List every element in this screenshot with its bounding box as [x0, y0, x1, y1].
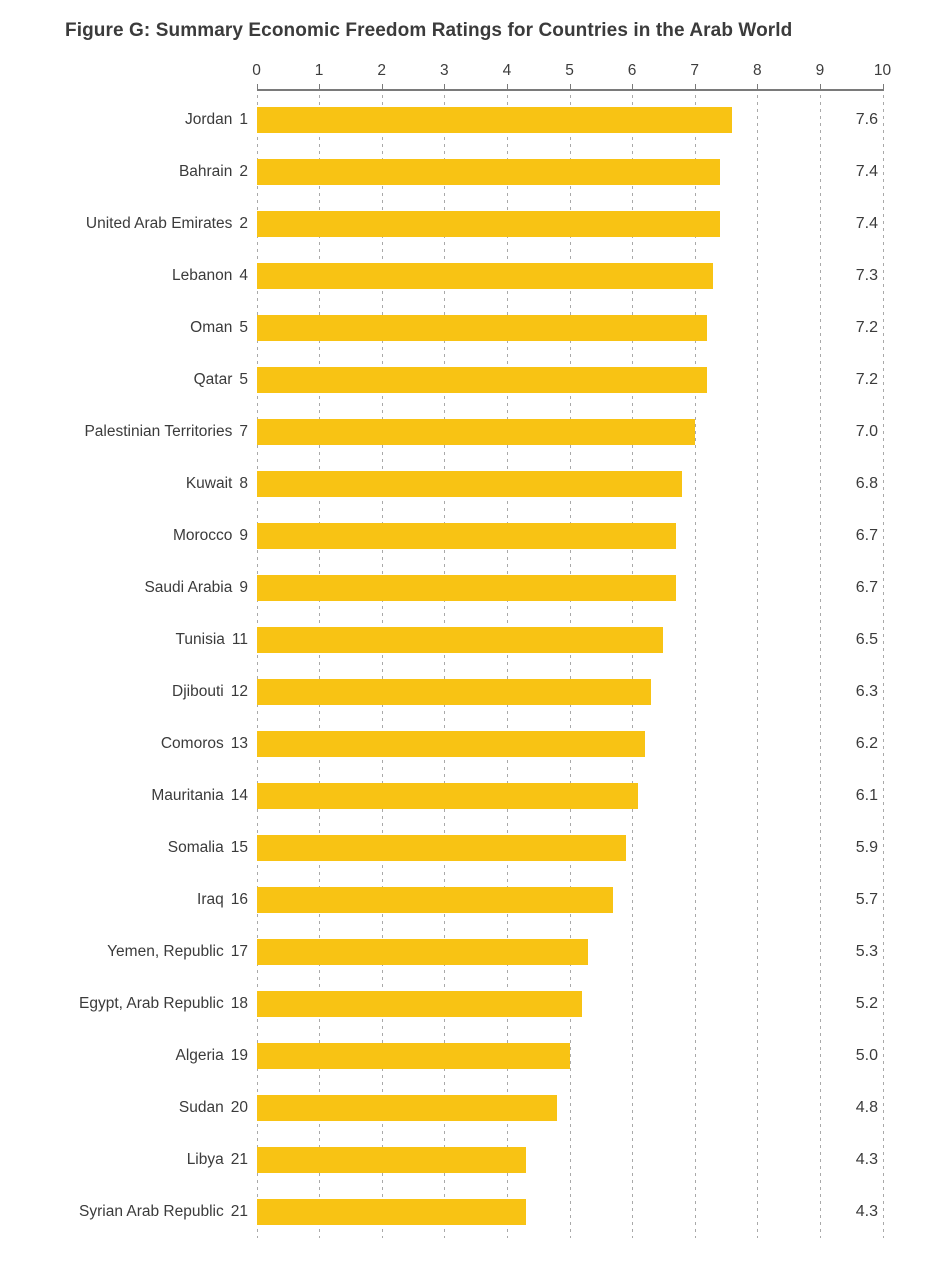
x-axis-tick-label: 3: [439, 62, 449, 79]
country-rank: 11: [231, 631, 248, 648]
country-label: [0, 1147, 248, 1173]
country-label: [0, 1095, 248, 1121]
value-label: 5.9: [855, 839, 878, 856]
country-label: [0, 107, 248, 133]
country-rank: 2: [239, 163, 248, 180]
country-label: [0, 419, 248, 445]
country-name: Egypt, Arab Republic: [78, 995, 224, 1012]
country-label: [0, 835, 248, 861]
country-rank: 20: [230, 1099, 248, 1116]
country-rank: 12: [230, 683, 248, 700]
country-rank: 8: [239, 475, 248, 492]
rating-bar: [257, 783, 639, 809]
country-name: Kuwait: [185, 475, 233, 492]
value-label: 5.0: [855, 1047, 878, 1064]
country-label: [0, 627, 248, 653]
country-name: Iraq: [197, 891, 224, 908]
country-rank: 14: [230, 787, 248, 804]
country-name: Yemen, Republic: [107, 943, 224, 960]
value-label: 5.2: [855, 995, 878, 1012]
country-rank: 15: [230, 839, 248, 856]
country-rank: 4: [239, 267, 248, 284]
rating-bar: [257, 575, 676, 601]
rating-bar: [257, 159, 720, 185]
value-label: 4.8: [855, 1099, 878, 1116]
country-label: [0, 211, 248, 237]
value-label: 7.2: [855, 319, 878, 336]
country-label: [0, 471, 248, 497]
country-name: Comoros: [160, 735, 224, 752]
country-label: [0, 159, 248, 185]
country-name: Tunisia: [175, 631, 225, 648]
x-axis-tick-label: 7: [690, 62, 699, 79]
country-label: [0, 887, 248, 913]
country-rank: 9: [239, 579, 248, 596]
value-label: 7.4: [855, 163, 878, 180]
country-rank: 21: [230, 1203, 248, 1220]
value-label: 6.3: [855, 683, 878, 700]
value-label: 7.4: [855, 215, 878, 232]
country-name: Morocco: [172, 527, 233, 544]
country-name: Oman: [190, 319, 233, 336]
rating-bar: [257, 991, 583, 1017]
rating-bar: [257, 419, 695, 445]
value-label: 5.7: [855, 891, 878, 908]
country-rank: 18: [230, 995, 248, 1012]
country-rank: 17: [230, 943, 248, 960]
country-label: [0, 575, 248, 601]
country-rank: 1: [239, 111, 248, 128]
country-label: [0, 1199, 248, 1225]
rating-bar: [257, 315, 708, 341]
country-rank: 7: [239, 423, 248, 440]
country-label: [0, 263, 248, 289]
country-name: Algeria: [175, 1047, 224, 1064]
rating-bar: [257, 471, 683, 497]
rating-bar: [257, 939, 589, 965]
value-label: 6.2: [855, 735, 878, 752]
rating-bar: [257, 263, 714, 289]
rating-bar: [257, 1147, 526, 1173]
country-name: Sudan: [178, 1099, 224, 1116]
value-label: 7.0: [855, 423, 878, 440]
gridline: [883, 95, 884, 1238]
country-rank: 21: [230, 1151, 248, 1168]
value-label: 6.1: [855, 787, 878, 804]
country-name: Jordan: [184, 111, 233, 128]
rating-bar: [257, 211, 720, 237]
country-label: [0, 1043, 248, 1069]
rating-bar: [257, 679, 651, 705]
x-axis-tick-label: 8: [752, 62, 762, 79]
value-label: 5.3: [855, 943, 878, 960]
country-rank: 9: [239, 527, 248, 544]
country-label: [0, 939, 248, 965]
rating-bar: [257, 1095, 557, 1121]
country-name: Palestinian Territories: [84, 423, 233, 440]
rating-bar: [257, 523, 676, 549]
value-label: 7.2: [855, 371, 878, 388]
figure-title: Figure G: Summary Economic Freedom Ratings for Countries in the Arab World: [65, 20, 793, 41]
x-axis-line: [257, 89, 884, 91]
value-label: 4.3: [855, 1151, 878, 1168]
x-axis-tick-label: 1: [314, 62, 324, 79]
rating-bar: [257, 1043, 570, 1069]
x-axis-tick-label: 6: [627, 62, 637, 79]
country-name: Djibouti: [172, 683, 224, 700]
value-label: 6.8: [855, 475, 878, 492]
rating-bar: [257, 1199, 526, 1225]
x-axis-tick-label: 5: [565, 62, 574, 79]
value-label: 7.3: [855, 267, 878, 284]
rating-bar: [257, 367, 708, 393]
rating-bar: [257, 887, 614, 913]
country-name: Lebanon: [172, 267, 233, 284]
country-label: [0, 523, 248, 549]
country-label: [0, 731, 248, 757]
value-label: 6.5: [855, 631, 878, 648]
country-label: [0, 315, 248, 341]
value-label: 6.7: [855, 527, 878, 544]
country-rank: 16: [230, 891, 248, 908]
country-name: Syrian Arab Republic: [79, 1203, 224, 1220]
x-axis-tick-label: 10: [873, 62, 892, 79]
country-label: [0, 679, 248, 705]
country-label: [0, 991, 248, 1017]
x-axis-tick-label: 4: [502, 62, 512, 79]
country-name: United Arab Emirates: [85, 215, 233, 232]
rating-bar: [257, 731, 645, 757]
country-rank: 2: [239, 215, 248, 232]
x-axis-tick-label: 0: [252, 62, 261, 79]
country-name: Mauritania: [151, 787, 224, 804]
country-rank: 5: [239, 319, 248, 336]
value-label: 4.3: [855, 1203, 878, 1220]
country-label: [0, 367, 248, 393]
country-rank: 5: [239, 371, 248, 388]
rating-bar: [257, 835, 626, 861]
country-name: Qatar: [193, 371, 233, 388]
country-label: [0, 783, 248, 809]
country-name: Saudi Arabia: [144, 579, 233, 596]
rating-bar: [257, 107, 733, 133]
x-axis-tick-label: 2: [377, 62, 386, 79]
country-rank: 13: [230, 735, 248, 752]
value-label: 7.6: [855, 111, 878, 128]
country-name: Bahrain: [178, 163, 233, 180]
gridline: [757, 95, 758, 1238]
country-name: Somalia: [167, 839, 224, 856]
value-label: 6.7: [855, 579, 878, 596]
country-rank: 19: [230, 1047, 248, 1064]
country-name: Libya: [186, 1151, 224, 1168]
rating-bar: [257, 627, 664, 653]
x-axis-tick-label: 9: [815, 62, 825, 79]
